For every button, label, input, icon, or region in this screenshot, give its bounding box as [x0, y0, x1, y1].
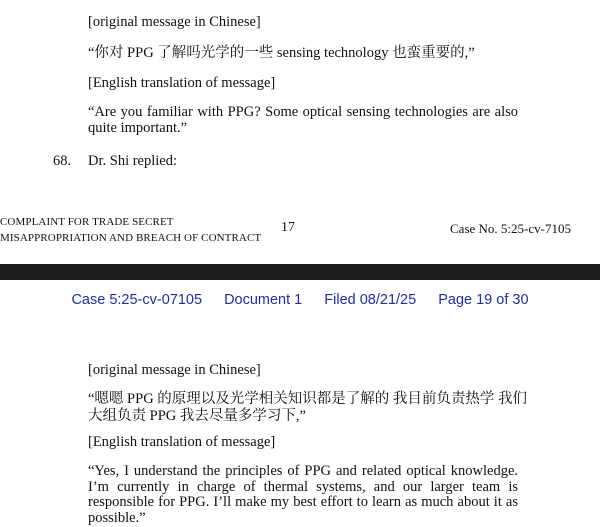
label-original-chinese: [original message in Chinese] — [88, 14, 261, 30]
ecf-case: Case 5:25-cv-07105 — [71, 292, 203, 308]
label-english-translation: [English translation of message] — [88, 75, 276, 91]
footer-title — [0, 214, 261, 246]
chinese-line-1: “嗯嗯 PPG 的原理以及光学相关知识都是了解的 我目前负责热学 我们 — [88, 391, 528, 407]
footer-title-line2: MISAPPROPRIATION AND BREACH OF CONTRACT — [0, 232, 262, 244]
label-original-chinese-2: [original message in Chinese] — [88, 362, 261, 378]
ecf-page: Page 19 of 30 — [438, 292, 529, 308]
page-divider — [0, 264, 600, 280]
chinese-message-2 — [88, 391, 527, 425]
paragraph-number: 68. — [53, 153, 72, 169]
chinese-message: “你对 PPG 了解吗光学的一些 sensing technology 也蛮重要的,” — [88, 45, 475, 61]
ecf-header — [0, 292, 600, 308]
label-english-translation-2: [English translation of message] — [88, 434, 276, 450]
chinese-line-2: 大组负责 PPG 我去尽量多学习下,” — [88, 408, 306, 424]
page-number: 17 — [281, 220, 295, 235]
footer-title-line1: COMPLAINT FOR TRADE SECRET — [0, 216, 174, 228]
ecf-document: Document 1 — [224, 292, 303, 308]
ecf-filed: Filed 08/21/25 — [324, 292, 417, 308]
case-number: Case No. 5:25-cv-7105 — [450, 221, 571, 236]
english-message: “Are you familiar with PPG? Some optical sensing technologies are also quite important.” — [88, 104, 518, 136]
english-message-2: “Yes, I understand the principles of PPG and related optical knowledge. I’m currently in charge of thermal systems, and our larger team is responsible for PPG. I’ll make my best effort to learn as much about it as possible.” — [88, 463, 518, 526]
paragraph-text: Dr. Shi replied: — [88, 153, 178, 169]
